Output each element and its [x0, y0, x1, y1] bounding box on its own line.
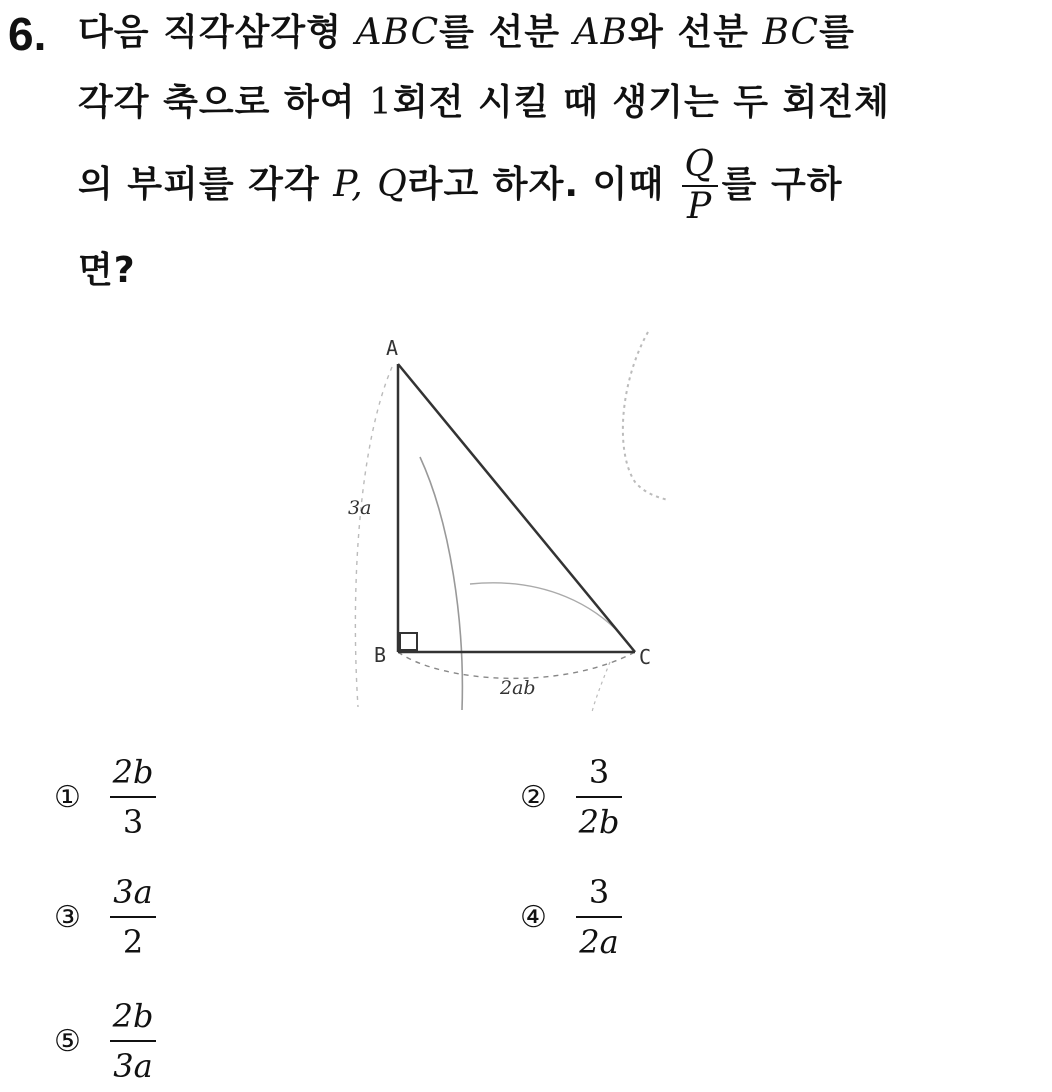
- math-abc: ABC: [355, 12, 440, 53]
- vertex-label-c: C: [639, 645, 652, 669]
- choice-denominator: 3a: [113, 1047, 153, 1085]
- text-segment: 라고 하자. 이때: [407, 164, 678, 205]
- choice-marker: ④: [520, 899, 547, 935]
- choice-fraction: [110, 872, 156, 962]
- choice-denominator: 2b: [578, 803, 620, 841]
- text-segment: 각각 축으로 하여: [78, 82, 370, 123]
- faint-arc: [623, 332, 668, 500]
- choice-numerator: 3a: [113, 873, 153, 911]
- triangle-figure: [330, 322, 675, 714]
- fraction-bar: [110, 1040, 156, 1042]
- choice-marker: ⑤: [54, 1023, 81, 1059]
- choice-denominator: 2a: [579, 923, 619, 961]
- choice-marker: ③: [54, 899, 81, 935]
- question-line-3: [78, 142, 1032, 228]
- choice-fraction: [110, 996, 156, 1086]
- math-ab: AB: [573, 12, 629, 53]
- side-label-ab: 3a: [348, 497, 372, 519]
- question-number: 6.: [8, 8, 47, 60]
- math-bc: BC: [762, 12, 820, 53]
- choice-denominator: 3: [122, 803, 144, 841]
- choice-numerator: 3: [588, 873, 610, 911]
- choice-numerator: 3: [588, 753, 610, 791]
- fraction-q-over-p: [682, 145, 718, 227]
- choice-5[interactable]: [54, 996, 156, 1086]
- text-segment: 를: [819, 12, 855, 53]
- rotation-arc-dashed: [398, 652, 635, 678]
- text-segment: 회전 시킬 때 생기는 두 회전체: [392, 82, 890, 123]
- choice-fraction: [576, 752, 622, 842]
- faint-arc: [592, 662, 610, 712]
- fraction-bar: [576, 796, 622, 798]
- fraction-bar: [110, 796, 156, 798]
- math-q: Q: [377, 164, 408, 205]
- fraction-bar: [110, 916, 156, 918]
- fraction-denominator: P: [687, 186, 713, 227]
- side-ac: [398, 364, 635, 652]
- question-line-4: 면?: [78, 250, 136, 291]
- choice-fraction: [576, 872, 622, 962]
- fraction-numerator: Q: [684, 144, 715, 185]
- fraction-bar: [576, 916, 622, 918]
- side-label-bc: 2ab: [500, 677, 536, 699]
- choice-marker: ②: [520, 779, 547, 815]
- choice-4[interactable]: [520, 872, 622, 962]
- choice-numerator: 2b: [112, 753, 154, 791]
- math-p: P,: [333, 164, 364, 205]
- text-segment: 를 구하: [721, 164, 843, 205]
- vertex-label-b: B: [374, 643, 387, 667]
- text-segment: 다음 직각삼각형: [78, 12, 356, 53]
- choice-2[interactable]: [520, 752, 622, 842]
- right-angle-mark: [400, 633, 417, 650]
- text-segment: 의 부피를 각각: [78, 164, 334, 205]
- math-one: 1: [369, 82, 393, 123]
- choice-1[interactable]: [54, 752, 156, 842]
- choice-3[interactable]: [54, 872, 156, 962]
- rotation-arc: [470, 583, 635, 652]
- text-segment: 를 선분: [439, 12, 574, 53]
- choice-numerator: 2b: [112, 997, 154, 1035]
- choice-marker: ①: [54, 779, 81, 815]
- question-line-2: [78, 78, 1032, 128]
- vertex-label-a: A: [386, 336, 399, 360]
- text-segment: 와 선분: [628, 12, 763, 53]
- choice-denominator: 2: [122, 923, 144, 961]
- choice-fraction: [110, 752, 156, 842]
- rotation-arc: [420, 457, 462, 710]
- question-line-1: [78, 8, 1032, 58]
